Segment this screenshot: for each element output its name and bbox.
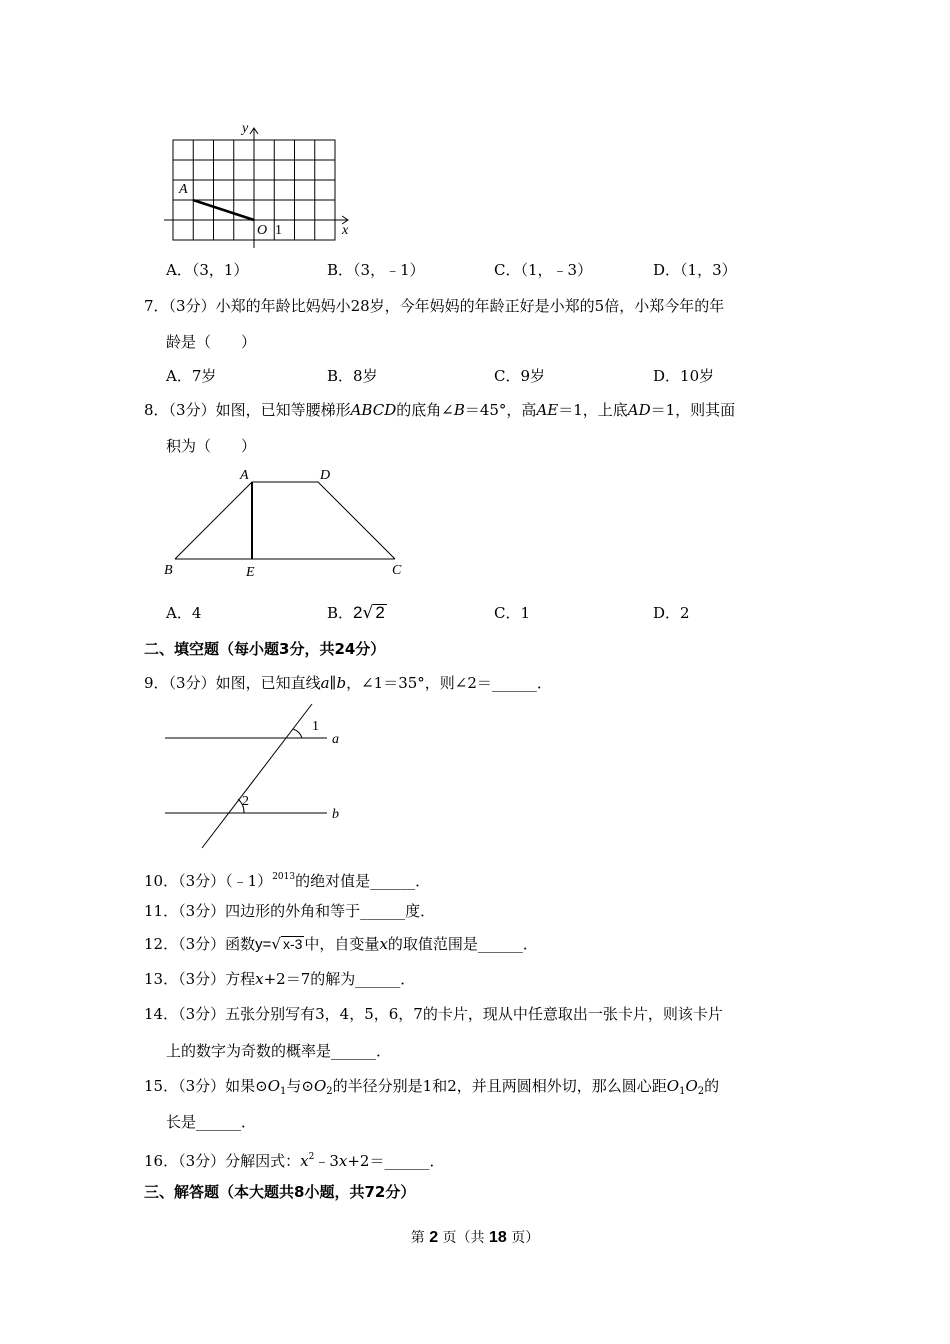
q13-prefix: 13．（3分）方程 xyxy=(144,970,256,988)
q16-mid: ﹣3 xyxy=(314,1152,339,1170)
line-b-label: b xyxy=(332,807,339,822)
q8-line2: 积为（ ） xyxy=(166,437,257,455)
q8-ad: AD xyxy=(627,401,651,419)
q8-option-a: A．4 xyxy=(166,604,202,622)
q7-option-d: D．10岁 xyxy=(653,367,715,385)
q12-x: x xyxy=(379,935,388,953)
q7-option-b: B．8岁 xyxy=(327,367,378,385)
q9-suffix: ，∠1＝35°，则∠2＝______． xyxy=(346,674,552,692)
q6-option-c: C．（1，﹣3） xyxy=(494,261,593,279)
q10-line xyxy=(144,867,430,891)
q8-prefix: 8．（3分）如图，已知等腰梯形 xyxy=(144,401,351,419)
x-axis-label: x xyxy=(342,223,349,238)
q9-b: b xyxy=(336,674,347,692)
q6-option-a: A．（3，1） xyxy=(166,261,249,279)
q16-prefix: 16．（3分）分解因式： xyxy=(144,1152,301,1170)
q13-x: x xyxy=(255,970,264,988)
q8-line1 xyxy=(144,400,735,420)
q6-option-b: B．（3，﹣1） xyxy=(327,261,425,279)
q12-prefix: 12．（3分）函数 xyxy=(144,935,256,953)
line-a-label: a xyxy=(332,732,339,747)
q8-mid2: ＝45°，高 xyxy=(464,401,537,419)
q8-abcd: ABCD xyxy=(350,401,397,419)
q6-coordinate-grid-figure xyxy=(160,118,360,248)
point-a-label: A xyxy=(179,182,188,197)
q7-line1: 7．（3分）小郑的年龄比妈妈小28岁，今年妈妈的年龄正好是小郑的5倍，小郑今年的年 xyxy=(144,297,725,315)
vertex-c-label: C xyxy=(392,563,402,578)
q8-mid1: 的底角∠ xyxy=(396,401,454,419)
q15-prefix: 15．（3分）如果⊙ xyxy=(144,1077,268,1095)
q10-prefix: 10．（3分）（﹣1） xyxy=(144,872,273,890)
q15-o2: O xyxy=(313,1077,327,1095)
footer-page-number: 2 xyxy=(429,1229,439,1246)
q8-option-d: D．2 xyxy=(653,604,690,622)
q15-o3: O xyxy=(666,1077,680,1095)
q16-exponent: 2 xyxy=(308,1152,315,1162)
q12-radicand: x-3 xyxy=(282,936,303,952)
footer-total-pages: 18 xyxy=(489,1229,507,1246)
q16-suffix: +2＝______． xyxy=(347,1152,445,1170)
footer-post: 页） xyxy=(511,1230,540,1246)
q12-suffix: 的取值范围是______． xyxy=(387,935,538,953)
q9-line xyxy=(144,673,552,693)
q8-ae: AE xyxy=(536,401,559,419)
q12-mid: 中，自变量 xyxy=(304,935,380,953)
vertex-d-label: D xyxy=(320,468,331,483)
q8-mid3: ＝1，上底 xyxy=(558,401,628,419)
y-axis-label: y xyxy=(242,121,249,136)
vertex-b-label: B xyxy=(164,563,173,578)
q10-exponent: 2013 xyxy=(272,872,296,882)
q8-option-b-prefix: B． xyxy=(327,604,354,622)
q13-suffix: +2＝7的解为______． xyxy=(263,970,416,988)
q12-y: y= xyxy=(255,936,272,953)
angle-1-label: 1 xyxy=(312,719,319,734)
q16-x: x xyxy=(300,1152,309,1170)
footer-mid: 页（共 xyxy=(442,1230,485,1246)
footer-pre: 第 xyxy=(410,1230,425,1246)
q8-option-c: C．1 xyxy=(494,604,531,622)
q8-option-b-radicand: 2 xyxy=(375,603,385,622)
q13-line xyxy=(144,969,415,989)
q8-b: B xyxy=(453,401,465,419)
q15-sub3: 1 xyxy=(679,1086,686,1097)
q15-o4: O xyxy=(685,1077,698,1095)
q12-line: 12．（3分）函数y=√ x-3 中，自变量x的取值范围是______． xyxy=(144,935,538,953)
point-e-label: E xyxy=(246,565,255,580)
q7-option-a: A．7岁 xyxy=(166,367,217,385)
q15-line2: 长是______． xyxy=(166,1113,257,1131)
q15-sub4: 2 xyxy=(697,1086,705,1097)
q8-suffix: ＝1，则其面 xyxy=(650,401,736,419)
q6-option-d: D．（1，3） xyxy=(653,261,737,279)
q14-line1: 14．（3分）五张分别写有3，4，5，6，7的卡片，现从中任意取出一张卡片，则该卡片 xyxy=(144,1005,723,1023)
angle-2-label: 2 xyxy=(242,794,249,809)
section-2-heading: 二、填空题（每小题3分，共24分） xyxy=(144,640,386,658)
section-3-heading: 三、解答题（本大题共8小题，共72分） xyxy=(144,1183,416,1201)
q8-trapezoid-figure xyxy=(160,462,410,582)
q16-line xyxy=(144,1147,444,1171)
q15-mid1: 与⊙ xyxy=(286,1077,314,1095)
q15-sub1: 1 xyxy=(280,1086,287,1097)
q9-parallel: ∥ xyxy=(329,674,337,692)
q15-o1: O xyxy=(267,1077,281,1095)
origin-label: O xyxy=(257,223,268,238)
q7-line2: 龄是（ ） xyxy=(166,333,257,351)
q8-option-b-coef: 2 xyxy=(353,603,363,622)
q15-suffix: 的 xyxy=(704,1077,720,1095)
vertex-a-label: A xyxy=(240,468,249,483)
q14-line2: 上的数字为奇数的概率是______． xyxy=(166,1042,392,1060)
q15-mid2: 的半径分别是1和2，并且两圆相外切，那么圆心距 xyxy=(332,1077,667,1095)
q7-option-c: C．9岁 xyxy=(494,367,546,385)
q9-a: a xyxy=(320,674,330,692)
q11-line: 11．（3分）四边形的外角和等于______度． xyxy=(144,902,436,920)
page-footer xyxy=(0,1228,950,1248)
q10-suffix: 的绝对值是______． xyxy=(295,872,431,890)
q15-line1 xyxy=(144,1076,719,1102)
q9-parallel-lines-figure xyxy=(160,700,360,850)
q8-option-b: B．2√ 2 xyxy=(327,603,385,623)
q9-prefix: 9．（3分）如图，已知直线 xyxy=(144,674,321,692)
q15-sub2: 2 xyxy=(326,1086,333,1097)
unit-one-label: 1 xyxy=(275,223,282,238)
q16-x2: x xyxy=(338,1152,348,1170)
